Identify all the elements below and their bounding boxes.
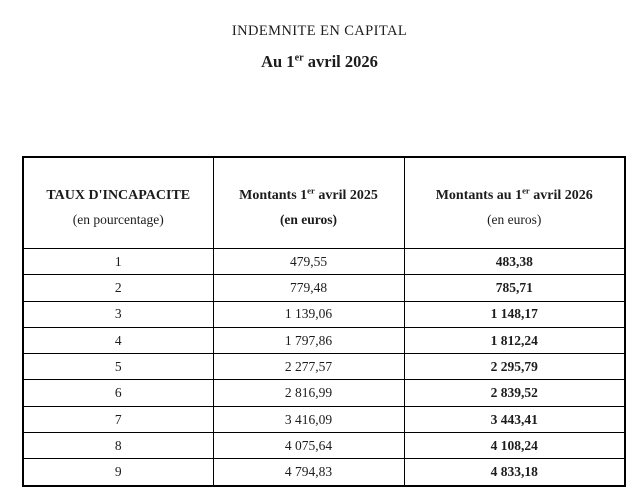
subtitle-superscript: er <box>294 52 304 64</box>
cell-montant-2025: 2 816,99 <box>213 380 404 406</box>
cell-rate: 7 <box>23 406 213 432</box>
cell-montant-2025: 1 797,86 <box>213 327 404 353</box>
header-title-taux: TAUX D'INCAPACITE <box>46 188 191 204</box>
table-row <box>23 406 625 432</box>
header-cell-taux-incapacite <box>23 157 213 249</box>
table-row <box>23 301 625 327</box>
header-title-2026: Montants au 1er avril 2026 <box>435 185 593 204</box>
cell-rate: 9 <box>23 459 213 486</box>
subtitle-text: Au 1 <box>261 52 295 71</box>
cell-rate: 6 <box>23 380 213 406</box>
page-title: INDEMNITE EN CAPITAL <box>231 23 408 39</box>
table-row <box>23 327 625 353</box>
header-2026-superscript: er <box>522 185 530 196</box>
table-row <box>23 354 625 380</box>
cell-rate: 2 <box>23 275 213 301</box>
cell-montant-2026: 3 443,41 <box>404 406 625 432</box>
header-unit-euros-2025: (en euros) <box>279 211 338 227</box>
cell-montant-2026: 4 833,18 <box>404 459 625 486</box>
cell-montant-2025: 3 416,09 <box>213 406 404 432</box>
table-row <box>23 459 625 486</box>
cell-montant-2026: 2 839,52 <box>404 380 625 406</box>
cell-rate: 5 <box>23 354 213 380</box>
cell-montant-2026: 1 812,24 <box>404 327 625 353</box>
cell-montant-2025: 4 794,83 <box>213 459 404 486</box>
indemnity-capital-table <box>22 156 626 487</box>
cell-montant-2025: 479,55 <box>213 249 404 275</box>
cell-montant-2026: 483,38 <box>404 249 625 275</box>
cell-rate: 3 <box>23 301 213 327</box>
header-unit-euros-2026: (en euros) <box>487 211 542 227</box>
table-row <box>23 275 625 301</box>
cell-montant-2025: 4 075,64 <box>213 433 404 459</box>
table-row <box>23 433 625 459</box>
cell-montant-2026: 2 295,79 <box>404 354 625 380</box>
subtitle-text-end: avril 2026 <box>303 52 378 71</box>
cell-montant-2025: 2 277,57 <box>213 354 404 380</box>
cell-montant-2026: 4 108,24 <box>404 433 625 459</box>
table-row <box>23 380 625 406</box>
cell-rate: 1 <box>23 249 213 275</box>
page-subtitle <box>0 52 639 72</box>
header-cell-montants-2026 <box>404 157 625 249</box>
header-title-2025: Montants 1er avril 2025 <box>239 185 378 204</box>
cell-montant-2026: 785,71 <box>404 275 625 301</box>
header-2025-superscript: er <box>307 185 315 196</box>
header-row <box>23 157 625 249</box>
cell-montant-2025: 779,48 <box>213 275 404 301</box>
header-cell-montants-2025 <box>213 157 404 249</box>
cell-montant-2025: 1 139,06 <box>213 301 404 327</box>
cell-rate: 8 <box>23 433 213 459</box>
cell-rate: 4 <box>23 327 213 353</box>
cell-montant-2026: 1 148,17 <box>404 301 625 327</box>
header-unit-pourcentage: (en pourcentage) <box>72 211 164 227</box>
table-row <box>23 249 625 275</box>
